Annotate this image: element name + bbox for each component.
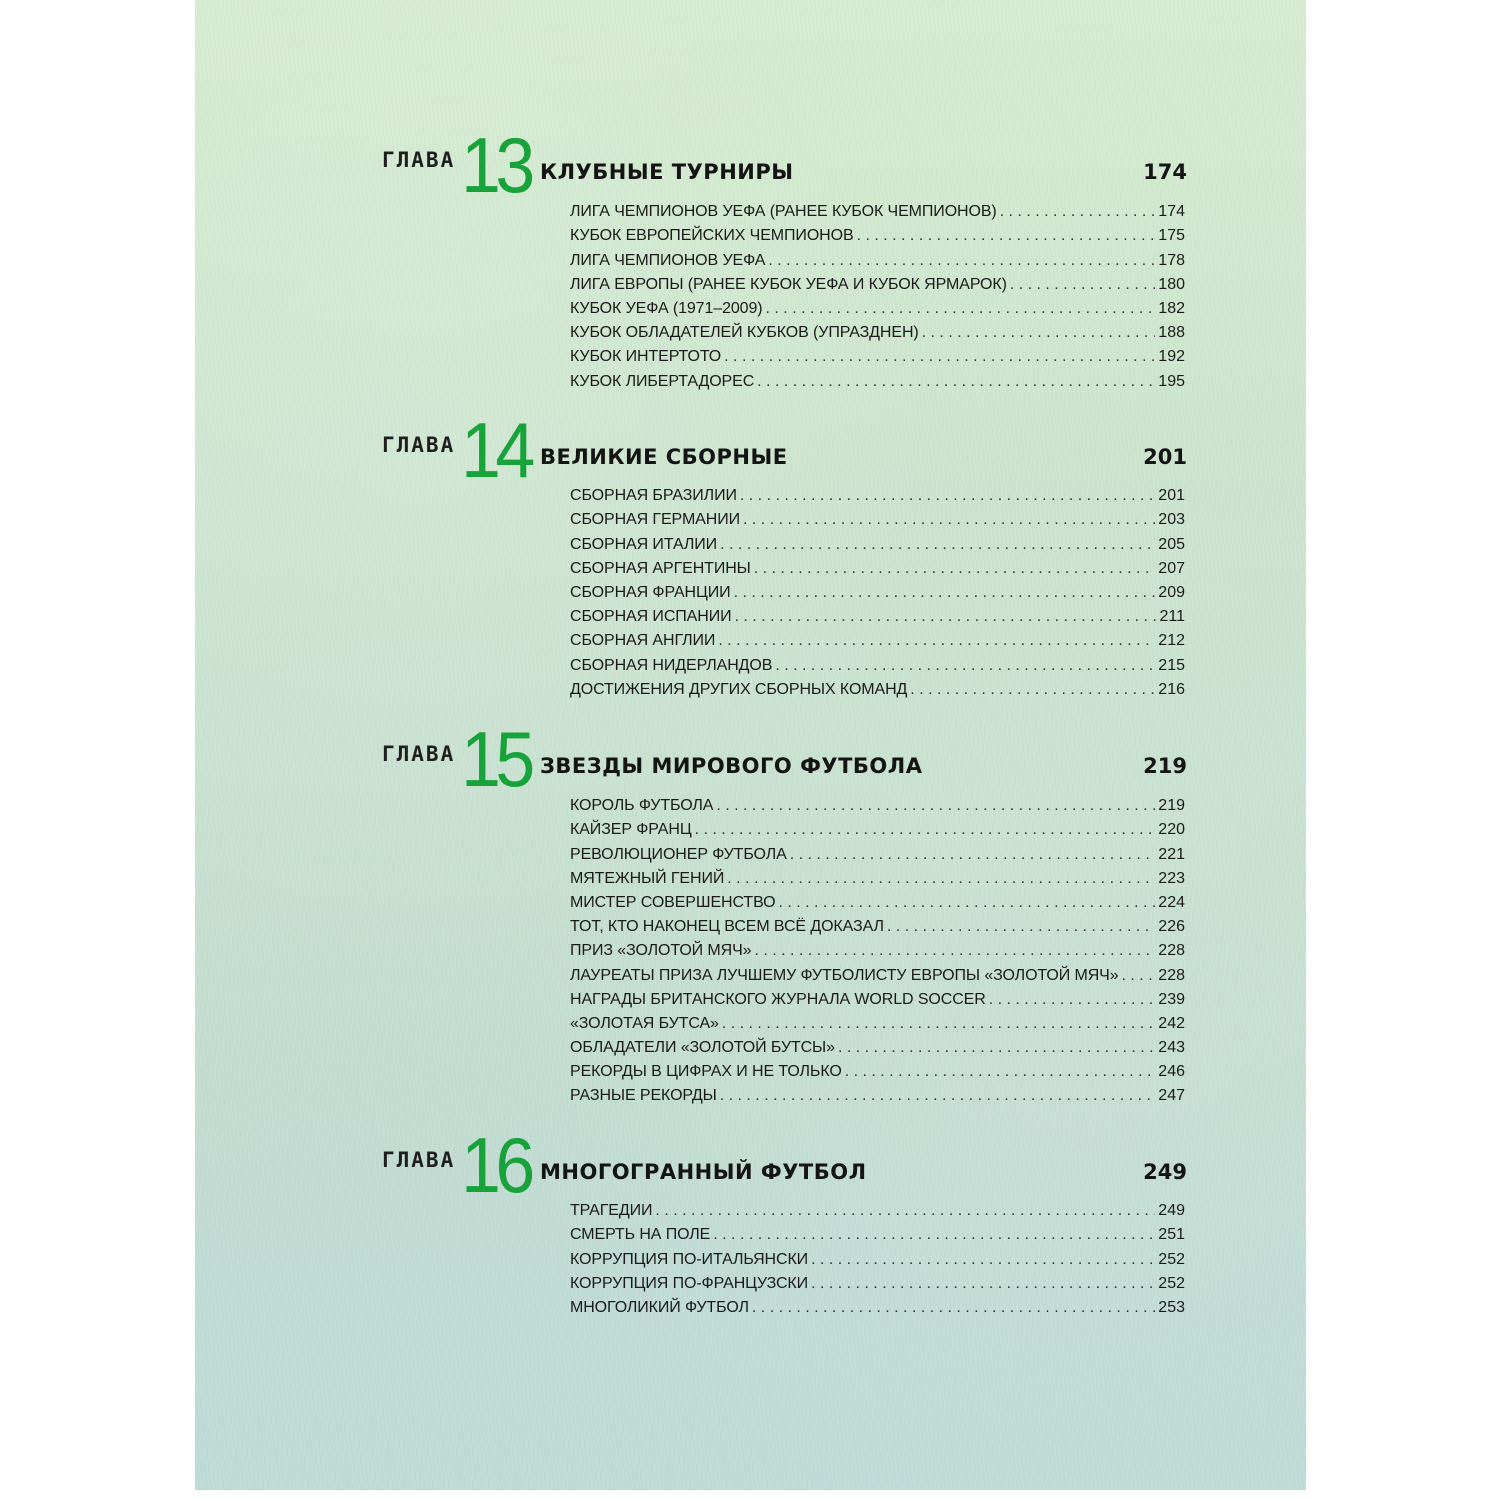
chapter-entries-15 (570, 791, 1185, 1105)
entry-page: 223 (1158, 869, 1185, 887)
dot-leader (811, 1275, 1155, 1293)
chapter-title[interactable]: ВЕЛИКИЕ СБОРНЫЕ (540, 445, 788, 469)
chapter-page-number: 174 (1143, 160, 1187, 184)
entry-page: 216 (1158, 680, 1185, 698)
entry-title: МЯТЕЖНЫЙ ГЕНИЙ (570, 869, 725, 887)
entry-title: ПРИЗ «ЗОЛОТОЙ МЯЧ» (570, 942, 752, 960)
entry-page: 178 (1158, 251, 1185, 269)
chapter-word: ГЛАВА (382, 433, 456, 457)
chapter-title[interactable]: ЗВЕЗДЫ МИРОВОГО ФУТБОЛА (540, 754, 923, 778)
entry-page: 203 (1158, 511, 1185, 529)
dot-leader (989, 991, 1156, 1009)
entry-title: КУБОК ОБЛАДАТЕЛЕЙ КУБКОВ (УПРАЗДНЕН) (570, 324, 919, 342)
dot-leader (838, 1039, 1155, 1057)
dot-leader (713, 1226, 1155, 1244)
chapter-page-number: 219 (1143, 754, 1187, 778)
dot-leader (722, 1015, 1155, 1033)
chapter-page-number: 201 (1143, 445, 1187, 469)
dot-leader (720, 536, 1155, 554)
entry-title: МНОГОЛИКИЙ ФУТБОЛ (570, 1298, 749, 1316)
entry-title: КУБОК УЕФА (1971–2009) (570, 299, 763, 317)
entry-title: КУБОК ИНТЕРТОТО (570, 348, 722, 366)
dot-leader (695, 821, 1156, 839)
entry-title: ЛИГА ЕВРОПЫ (РАНЕЕ КУБОК УЕФА И КУБОК ЯРМАРОК) (570, 275, 1007, 293)
entry-title: СБОРНАЯ АНГЛИИ (570, 632, 716, 650)
toc-entry[interactable] (570, 1269, 1185, 1293)
dot-leader (754, 942, 1155, 960)
dot-leader (655, 1202, 1155, 1220)
toc-entry[interactable] (570, 839, 1185, 863)
chapter-page-number: 249 (1143, 1160, 1187, 1184)
toc-entry[interactable] (570, 888, 1185, 912)
entry-title: КОРРУПЦИЯ ПО-ИТАЛЬЯНСКИ (570, 1250, 809, 1268)
chapter-entries-14 (570, 481, 1185, 699)
toc-entry[interactable] (570, 505, 1185, 529)
entry-page: 175 (1158, 227, 1185, 245)
chapter-number: 13 (461, 121, 530, 209)
chapter-word: ГЛАВА (382, 742, 456, 766)
toc-entry[interactable] (570, 1009, 1185, 1033)
dot-leader (775, 657, 1155, 675)
toc-entry[interactable] (570, 221, 1185, 245)
toc-entry[interactable] (570, 1196, 1185, 1220)
entry-title: КУБОК ЕВРОПЕЙСКИХ ЧЕМПИОНОВ (570, 227, 854, 245)
toc-entry[interactable] (570, 1081, 1185, 1105)
dot-leader (724, 348, 1155, 366)
dot-leader (766, 300, 1156, 318)
entry-title: КАЙЗЕР ФРАНЦ (570, 821, 692, 839)
entry-title: «ЗОЛОТАЯ БУТСА» (570, 1014, 719, 1032)
chapter-entries-16 (570, 1196, 1185, 1317)
entry-page: 188 (1158, 324, 1185, 342)
entry-title: ДОСТИЖЕНИЯ ДРУГИХ СБОРНЫХ КОМАНД (570, 680, 908, 698)
toc-entry[interactable] (570, 936, 1185, 960)
toc-entry[interactable] (570, 791, 1185, 815)
entry-title: РАЗНЫЕ РЕКОРДЫ (570, 1087, 717, 1105)
entry-title: МИСТЕР СОВЕРШЕНСТВО (570, 893, 776, 911)
toc-entry[interactable] (570, 1220, 1185, 1244)
dot-leader (778, 894, 1155, 912)
toc-entry[interactable] (570, 602, 1185, 626)
toc-entry[interactable] (570, 197, 1185, 221)
entry-page: 252 (1158, 1250, 1185, 1268)
entry-title: СБОРНАЯ НИДЕРЛАНДОВ (570, 656, 773, 674)
entry-title: ОБЛАДАТЕЛИ «ЗОЛОТОЙ БУТСЫ» (570, 1039, 835, 1057)
toc-entry[interactable] (570, 481, 1185, 505)
toc-entry[interactable] (570, 294, 1185, 318)
toc-entry[interactable] (570, 366, 1185, 390)
dot-leader (790, 846, 1156, 864)
toc-entry[interactable] (570, 815, 1185, 839)
entry-page: 247 (1158, 1087, 1185, 1105)
entry-page: 182 (1158, 299, 1185, 317)
entry-page: 211 (1159, 608, 1185, 626)
toc-entry[interactable] (570, 578, 1185, 602)
entry-title: СМЕРТЬ НА ПОЛЕ (570, 1226, 711, 1244)
dot-leader (757, 373, 1155, 391)
entry-title: КОРОЛЬ ФУТБОЛА (570, 797, 714, 815)
dot-leader (922, 324, 1156, 342)
chapter-title[interactable]: МНОГОГРАННЫЙ ФУТБОЛ (540, 1160, 867, 1184)
entry-page: 180 (1158, 275, 1185, 293)
dot-leader (716, 797, 1155, 815)
toc-entry[interactable] (570, 318, 1185, 342)
toc-entry[interactable] (570, 1033, 1185, 1057)
toc-entry[interactable] (570, 960, 1185, 984)
dot-leader (768, 252, 1155, 270)
entry-title: ТОТ, КТО НАКОНЕЦ ВСЕМ ВСЁ ДОКАЗАЛ (570, 918, 884, 936)
entry-page: 221 (1158, 845, 1185, 863)
entry-title: ЛИГА ЧЕМПИОНОВ УЕФА (570, 251, 766, 269)
entry-title: РЕВОЛЮЦИОНЕР ФУТБОЛА (570, 845, 787, 863)
dot-leader (887, 918, 1155, 936)
dot-leader (811, 1251, 1155, 1269)
dot-leader (1000, 203, 1156, 221)
entry-page: 219 (1158, 797, 1185, 815)
toc-entry[interactable] (570, 529, 1185, 553)
entry-title: РЕКОРДЫ В ЦИФРАХ И НЕ ТОЛЬКО (570, 1063, 842, 1081)
dot-leader (740, 487, 1155, 505)
entry-title: СБОРНАЯ ИСПАНИИ (570, 608, 732, 626)
chapter-title[interactable]: КЛУБНЫЕ ТУРНИРЫ (540, 160, 794, 184)
entry-page: 228 (1158, 942, 1185, 960)
chapter-word: ГЛАВА (382, 1148, 456, 1172)
entry-title: СБОРНАЯ ГЕРМАНИИ (570, 511, 741, 529)
dot-leader (752, 1299, 1155, 1317)
entry-page: 251 (1158, 1226, 1185, 1244)
toc-entry[interactable] (570, 1244, 1185, 1268)
dot-leader (720, 1087, 1156, 1105)
entry-page: 201 (1158, 487, 1185, 505)
entry-page: 174 (1158, 203, 1185, 221)
entry-page: 224 (1158, 893, 1185, 911)
toc-entry[interactable] (570, 650, 1185, 674)
chapter-number: 16 (461, 1121, 530, 1209)
entry-page: 212 (1158, 632, 1185, 650)
toc-entry[interactable] (570, 912, 1185, 936)
entry-title: ЛИГА ЧЕМПИОНОВ УЕФА (РАНЕЕ КУБОК ЧЕМПИОНОВ) (570, 203, 997, 221)
entry-page: 226 (1158, 918, 1185, 936)
toc-entry[interactable] (570, 1057, 1185, 1081)
entry-page: 228 (1158, 966, 1185, 984)
entry-page: 239 (1158, 990, 1185, 1008)
entry-title: КУБОК ЛИБЕРТАДОРЕС (570, 372, 755, 390)
entry-page: 253 (1158, 1298, 1185, 1316)
entry-page: 215 (1158, 656, 1185, 674)
dot-leader (735, 608, 1157, 626)
entry-page: 242 (1158, 1014, 1185, 1032)
toc-entry[interactable] (570, 985, 1185, 1009)
entry-page: 243 (1158, 1039, 1185, 1057)
entry-page: 220 (1158, 821, 1185, 839)
toc-page (195, 0, 1306, 1490)
entry-title: СБОРНАЯ АРГЕНТИНЫ (570, 559, 751, 577)
dot-leader (718, 632, 1155, 650)
dot-leader (1010, 276, 1155, 294)
toc-entry[interactable] (570, 626, 1185, 650)
toc-entry[interactable] (570, 245, 1185, 269)
entry-page: 207 (1158, 559, 1185, 577)
entry-page: 249 (1158, 1202, 1185, 1220)
chapter-entries-13 (570, 197, 1185, 391)
dot-leader (1122, 967, 1156, 985)
chapter-word: ГЛАВА (382, 148, 456, 172)
toc-entry[interactable] (570, 342, 1185, 366)
entry-page: 209 (1158, 583, 1185, 601)
dot-leader (734, 584, 1156, 602)
chapter-number: 14 (461, 406, 530, 494)
entry-page: 246 (1158, 1063, 1185, 1081)
dot-leader (754, 560, 1156, 578)
toc-entry[interactable] (570, 1293, 1185, 1317)
entry-page: 205 (1158, 535, 1185, 553)
entry-title: НАГРАДЫ БРИТАНСКОГО ЖУРНАЛА WORLD SOCCER (570, 990, 986, 1008)
toc-entry[interactable] (570, 675, 1185, 699)
entry-title: СБОРНАЯ ФРАНЦИИ (570, 583, 731, 601)
entry-title: СБОРНАЯ ИТАЛИИ (570, 535, 718, 553)
entry-title: КОРРУПЦИЯ ПО-ФРАНЦУЗСКИ (570, 1274, 809, 1292)
dot-leader (857, 227, 1156, 245)
dot-leader (727, 870, 1155, 888)
entry-page: 252 (1158, 1274, 1185, 1292)
toc-entry[interactable] (570, 864, 1185, 888)
toc-entry[interactable] (570, 270, 1185, 294)
entry-page: 195 (1158, 372, 1185, 390)
entry-title: ЛАУРЕАТЫ ПРИЗА ЛУЧШЕМУ ФУТБОЛИСТУ ЕВРОПЫ «ЗОЛОТОЙ МЯЧ» (570, 966, 1119, 984)
entry-page: 192 (1158, 348, 1185, 366)
toc-entry[interactable] (570, 554, 1185, 578)
dot-leader (910, 681, 1155, 699)
entry-title: ТРАГЕДИИ (570, 1202, 653, 1220)
dot-leader (845, 1063, 1156, 1081)
entry-title: СБОРНАЯ БРАЗИЛИИ (570, 487, 737, 505)
dot-leader (743, 511, 1155, 529)
chapter-number: 15 (461, 715, 530, 803)
